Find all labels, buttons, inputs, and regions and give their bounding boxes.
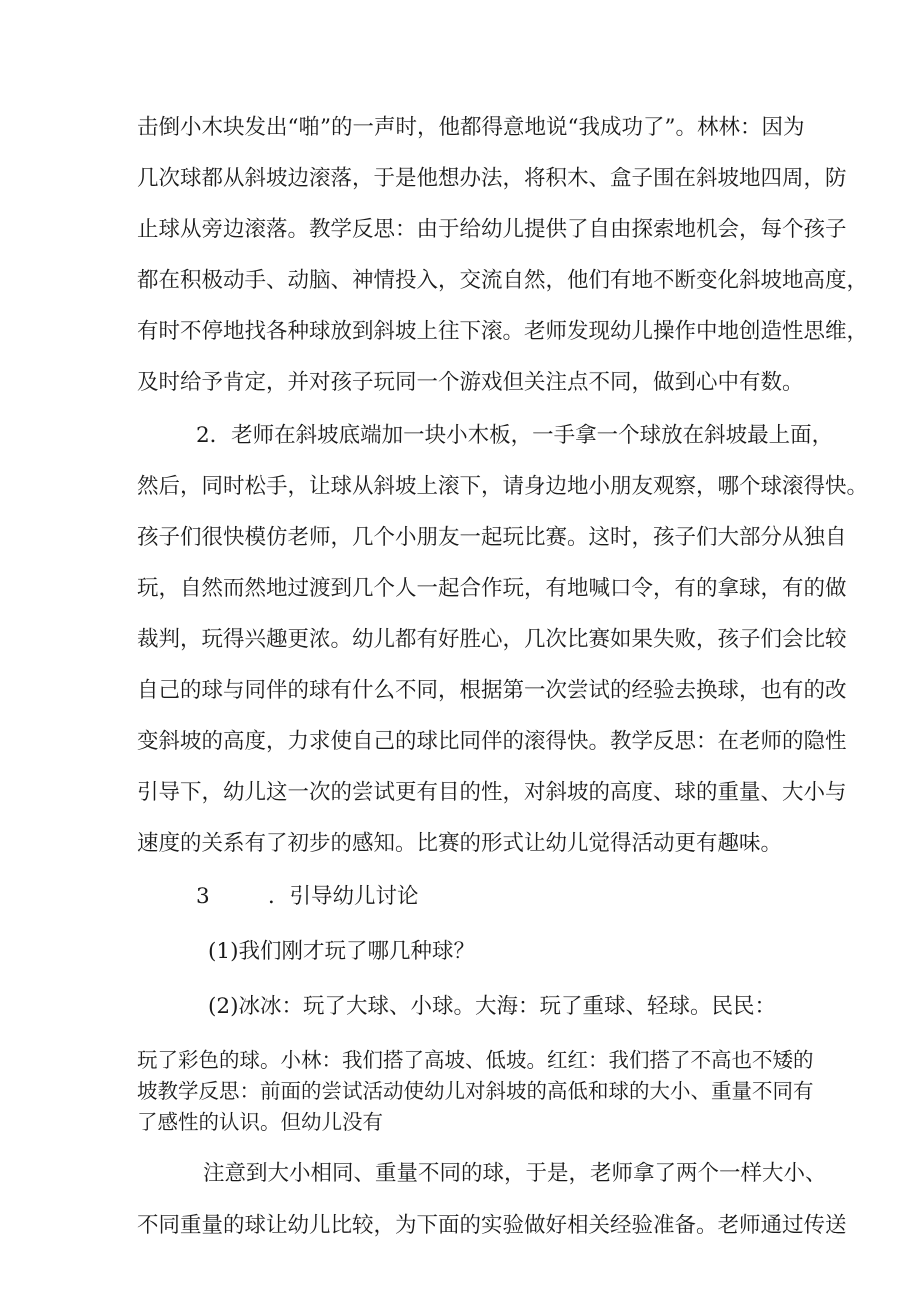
question-item: (2)冰冰：玩了大球、小球。大海：玩了重球、轻球。民民： <box>208 994 776 1019</box>
paragraph-line: 不同重量的球让幼儿比较，为下面的实验做好相关经验准备。老师通过传送 <box>137 1213 847 1238</box>
paragraph-line: 裁判，玩得兴趣更浓。幼儿都有好胜心，几次比赛如果失败，孩子们会比较 <box>137 627 847 652</box>
paragraph-line: 变斜坡的高度，力求使自己的球比同伴的滚得快。教学反思：在老师的隐性 <box>137 729 847 754</box>
paragraph-line: 玩了彩色的球。小林：我们搭了高坡、低坡。红红：我们搭了不高也不矮的 <box>137 1048 814 1072</box>
paragraph-line: 然后，同时松手，让球从斜坡上滚下，请身边地小朋友观察，哪个球滚得快。 <box>137 474 869 499</box>
paragraph-line: 玩，自然而然地过渡到几个人一起合作玩，有地喊口令，有的拿球，有的做 <box>137 576 847 601</box>
paragraph-line: 注意到大小相同、重量不同的球，于是，老师拿了两个一样大小、 <box>203 1161 827 1186</box>
paragraph-line: 了感性的认识。但幼儿没有 <box>137 1110 383 1134</box>
paragraph-line: 有时不停地找各种球放到斜坡上往下滚。老师发现幼儿操作中地创造性思维， <box>137 319 869 344</box>
question-item: (1)我们刚才玩了哪几种球？ <box>208 939 475 964</box>
paragraph-line: 速度的关系有了初步的感知。比赛的形式让幼儿觉得活动更有趣味。 <box>137 831 783 856</box>
paragraph-line: 都在积极动手、动脑、神情投入，交流自然，他们有地不断变化斜坡地高度， <box>137 268 869 293</box>
section-number: 3 <box>196 884 210 909</box>
section-heading <box>196 886 419 908</box>
paragraph-line: 坡教学反思：前面的尝试活动使幼儿对斜坡的高低和球的大小、重量不同有 <box>137 1079 814 1103</box>
paragraph-line: 击倒小木块发出“啪”的一声时，他都得意地说“我成功了”。林林：因为 <box>137 115 805 140</box>
paragraph-line: 2．老师在斜坡底端加一块小木板，一手拿一个球放在斜坡最上面， <box>196 423 834 448</box>
section-title: ．引导幼儿讨论 <box>268 884 419 909</box>
paragraph-line: 引导下，幼儿这一次的尝试更有目的性，对斜坡的高度、球的重量、大小与 <box>137 780 847 805</box>
paragraph-line: 孩子们很快模仿老师，几个小朋友一起玩比赛。这时，孩子们大部分从独自 <box>137 525 847 550</box>
paragraph-line: 止球从旁边滚落。教学反思：由于给幼儿提供了自由探索地机会，每个孩子 <box>137 217 847 242</box>
paragraph-line: 几次球都从斜坡边滚落，于是他想办法，将积木、盒子围在斜坡地四周，防 <box>137 166 847 191</box>
paragraph-line: 自己的球与同伴的球有什么不同，根据第一次尝试的经验去换球，也有的改 <box>137 678 847 703</box>
paragraph-line: 及时给予肯定，并对孩子玩同一个游戏但关注点不同，做到心中有数。 <box>137 370 804 395</box>
